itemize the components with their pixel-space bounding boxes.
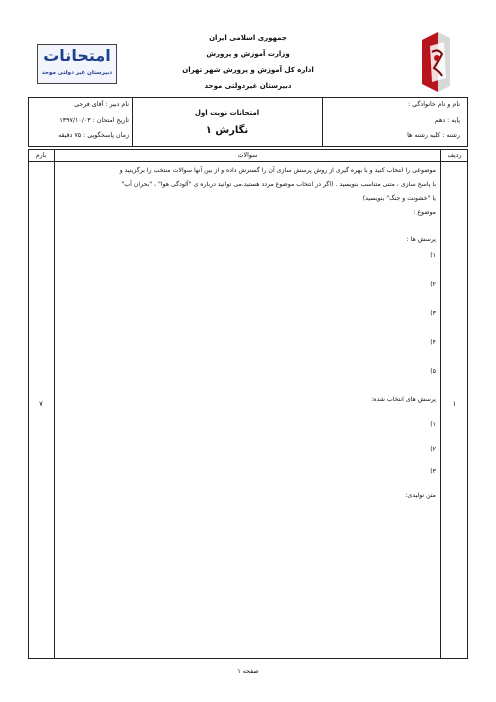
field-label: رشته : کلیه رشته ها (407, 132, 460, 139)
question-item-2: ۲) (430, 281, 436, 288)
selected-item-2: ۲) (430, 446, 436, 453)
row-number: ۱ (452, 400, 457, 408)
page-number: صفحه ۱ (237, 668, 259, 675)
col-header-row: ردیف (447, 152, 462, 159)
header-line-2: وزارت آموزش و پرورش (206, 50, 290, 58)
subject-title: نگارش ۱ (205, 125, 249, 136)
selected-questions-label: پرسش های انتخاب شده: (371, 396, 436, 403)
info-divider-right (322, 97, 323, 147)
question-line-2: با پاسخ سازی ، متنی متناسب بنویسید . (اگر در انتخاب موضوع مردد هستید،می توانید درباره ی "آلودگی هوا" ، "بحران آب" (121, 181, 436, 188)
question-item-5: ۵) (430, 368, 436, 375)
exams-logo-subtitle: دبیرستان غیر دولتی موحد (41, 70, 113, 76)
exam-date-label: تاریخ امتحان : ۱۳۹۷/۱۰/۰۳ (59, 117, 129, 124)
info-divider-left (132, 97, 133, 147)
table-header-divider (28, 161, 468, 162)
production-text-label: متن تولیدی: (405, 492, 436, 499)
question-item-3: ۳) (430, 310, 436, 317)
selected-item-3: ۳) (430, 468, 436, 475)
topic-label: موضوع : (413, 209, 436, 216)
question-line-3: یا "خشونت و جنگ" بنویسید) (362, 195, 436, 202)
exams-logo-title: امتحانات (43, 46, 111, 65)
col-header-questions: سوالات (237, 152, 258, 159)
question-item-1: ۱) (430, 252, 436, 259)
student-name-label: نام و نام خانوادگی : (408, 101, 460, 108)
exams-logo (37, 44, 117, 84)
questions-label: پرسش ها : (406, 236, 436, 243)
teacher-label: نام دبیر : آقای فرجی (74, 101, 129, 108)
header-line-4: دبیرستان غیردولتی موحد (204, 82, 292, 90)
question-line-1: موضوعی را انتخاب کنید و با بهره گیری از روش پرسش سازی آن را گسترش داده و از بین آنها سوالات منتخب را برگزینید و (119, 167, 436, 174)
col-header-score: بارم (35, 152, 47, 159)
selected-item-1: ۱) (430, 421, 436, 428)
question-item-4: ۴) (430, 339, 436, 346)
duration-label: زمان پاسخگویی : ۷۵ دقیقه (58, 132, 129, 139)
questions-table (28, 149, 468, 659)
grade-label: پایه : دهم (434, 117, 460, 124)
col-divider-score (54, 149, 55, 659)
header-line-3: اداره کل آموزش و پرورش شهر تهران (182, 66, 314, 74)
row-score: ۷ (39, 400, 43, 408)
exam-title: امتحانات نوبت اول (194, 109, 260, 117)
school-logo-right (416, 28, 456, 96)
header-line-1: جمهوری اسلامی ایران (209, 34, 287, 42)
